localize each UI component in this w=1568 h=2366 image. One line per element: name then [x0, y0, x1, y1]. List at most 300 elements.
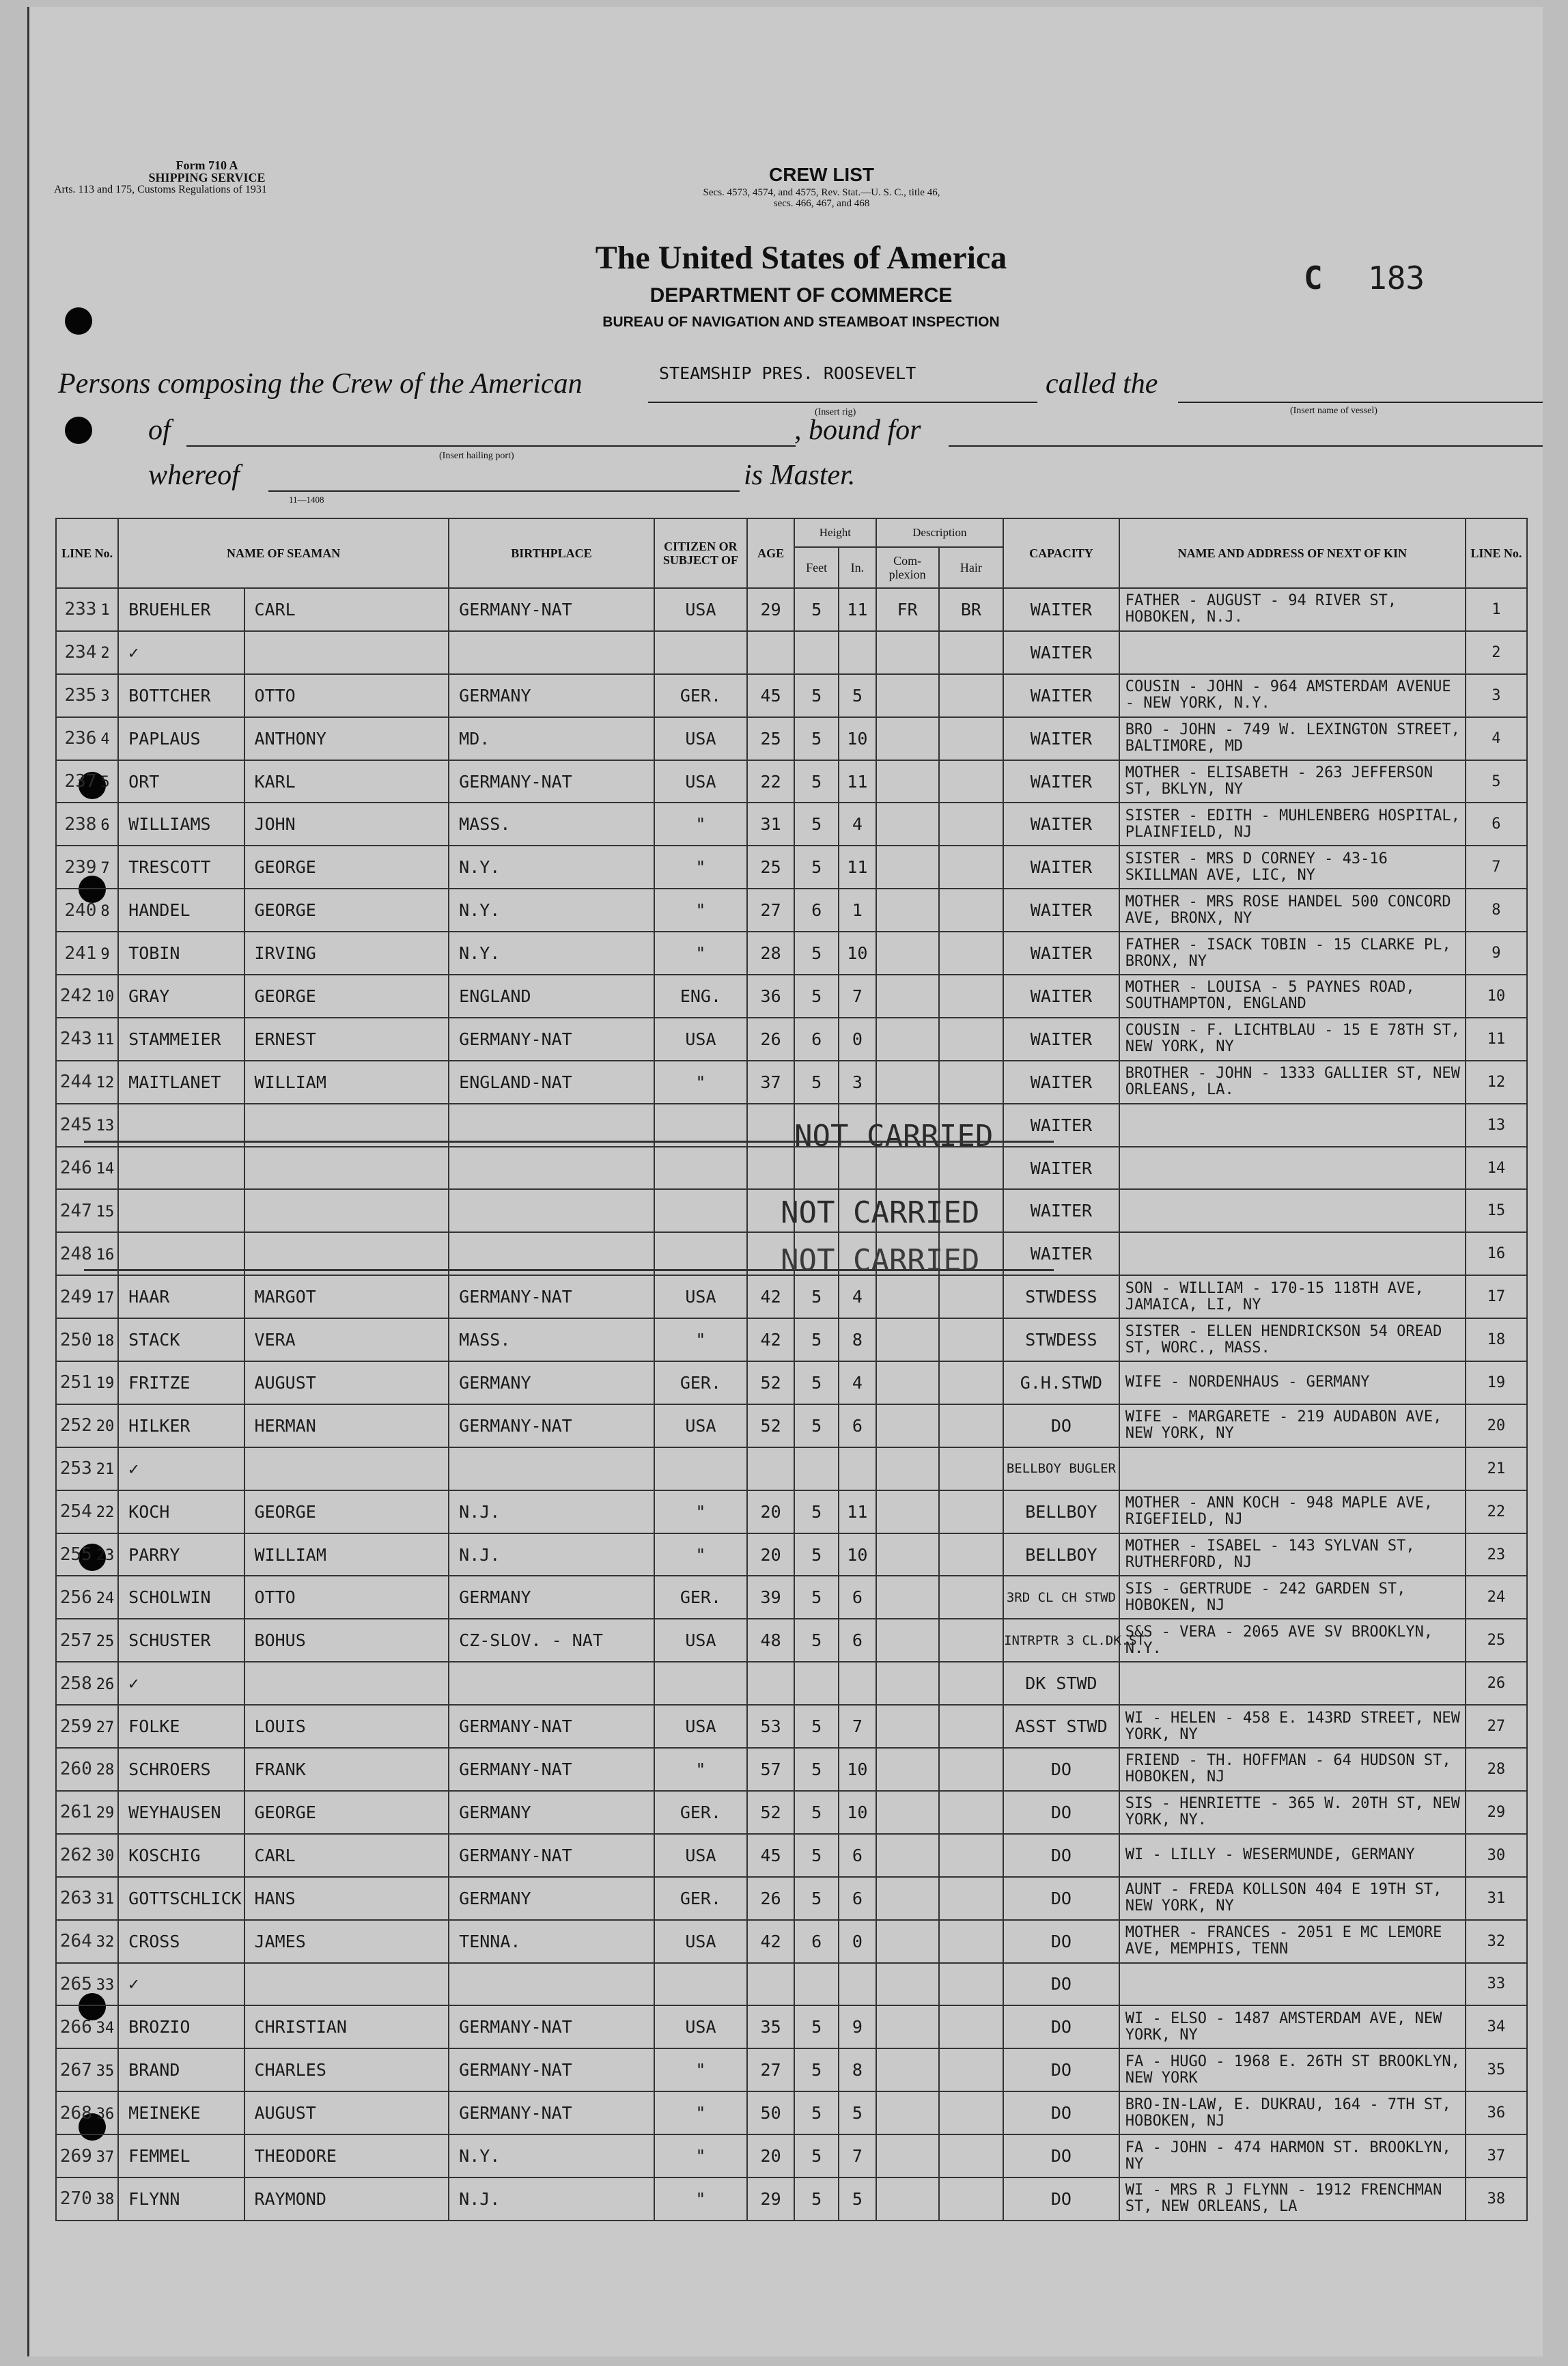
- strike-line: [84, 1141, 1054, 1143]
- line-number-label: 28: [96, 1762, 115, 1779]
- seaman-given-name: CARL: [244, 588, 449, 631]
- height-inches: 10: [839, 717, 876, 760]
- height-inches: 1: [839, 889, 876, 932]
- birthplace: N.J.: [449, 1533, 654, 1576]
- seaman-given-name: FRANK: [244, 1748, 449, 1791]
- hair: [939, 932, 1003, 975]
- entry-number: 264: [59, 1931, 92, 1952]
- birthplace: N.Y.: [449, 889, 654, 932]
- citizenship: ": [654, 803, 747, 846]
- crew-row: [56, 1920, 1527, 1963]
- height-feet: 5: [794, 1533, 839, 1576]
- line-number: [56, 588, 118, 631]
- line-number: [56, 2134, 118, 2177]
- citizenship: USA: [654, 1018, 747, 1061]
- entry-number: 255: [59, 1544, 92, 1565]
- line-number: [56, 1877, 118, 1920]
- age: 52: [747, 1791, 794, 1834]
- seaman-given-name: WILLIAM: [244, 1061, 449, 1104]
- line-number: [56, 1275, 118, 1318]
- birthplace: GERMANY-NAT: [449, 1275, 654, 1318]
- citizenship: ": [654, 1533, 747, 1576]
- crew-row: [56, 2091, 1527, 2134]
- seaman-surname: WILLIAMS: [118, 803, 244, 846]
- complexion: [876, 1705, 939, 1748]
- line-number-right: 5: [1466, 760, 1527, 803]
- line-number-label: 16: [96, 1246, 115, 1264]
- line-number-label: 24: [96, 1589, 115, 1607]
- entry-number: 247: [59, 1200, 92, 1221]
- entry-number: 254: [59, 1501, 92, 1522]
- line-number-right: 29: [1466, 1791, 1527, 1834]
- line-number-label: 36: [96, 2105, 115, 2123]
- line-number-label: 7: [100, 859, 110, 877]
- height-feet: [794, 631, 839, 674]
- entry-number: 256: [59, 1587, 92, 1608]
- height-inches: 5: [839, 2177, 876, 2221]
- crew-row: [56, 760, 1527, 803]
- header-name: NAME OF SEAMAN: [118, 518, 449, 588]
- capacity: STWDESS: [1003, 1318, 1119, 1361]
- age: [747, 631, 794, 674]
- line-number-label: 35: [96, 2062, 115, 2080]
- height-inches: 5: [839, 2091, 876, 2134]
- birthplace: [449, 1662, 654, 1705]
- height-inches: [839, 1662, 876, 1705]
- complexion: [876, 803, 939, 846]
- entry-number: 249: [59, 1286, 92, 1307]
- citizenship: USA: [654, 1920, 747, 1963]
- complexion: [876, 1447, 939, 1490]
- age: 45: [747, 1834, 794, 1877]
- citizenship: [654, 631, 747, 674]
- height-feet: 6: [794, 1920, 839, 1963]
- entry-number: 235: [64, 685, 97, 706]
- line-number-right: 26: [1466, 1662, 1527, 1705]
- age: 57: [747, 1748, 794, 1791]
- intro-line-2-mid: , bound for: [794, 415, 921, 446]
- age: 29: [747, 588, 794, 631]
- hair: [939, 1834, 1003, 1877]
- age: 48: [747, 1619, 794, 1662]
- line-number-right: 1: [1466, 588, 1527, 631]
- seaman-given-name: CARL: [244, 1834, 449, 1877]
- seaman-given-name: KARL: [244, 760, 449, 803]
- citizenship: USA: [654, 1834, 747, 1877]
- line-number: [56, 2048, 118, 2091]
- capacity: WAITER: [1003, 975, 1119, 1018]
- capacity: WAITER: [1003, 760, 1119, 803]
- birthplace: [449, 1189, 654, 1232]
- header-inches: In.: [839, 547, 876, 588]
- seaman-given-name: ANTHONY: [244, 717, 449, 760]
- citizenship: GER.: [654, 674, 747, 717]
- country-heading: The United States of America: [595, 240, 1007, 276]
- crew-row: [56, 588, 1527, 631]
- entry-number: 258: [59, 1673, 92, 1694]
- height-feet: 5: [794, 1619, 839, 1662]
- height-inches: 11: [839, 1490, 876, 1533]
- seaman-given-name: THEODORE: [244, 2134, 449, 2177]
- seaman-given-name: RAYMOND: [244, 2177, 449, 2221]
- complexion: [876, 1963, 939, 2006]
- age: 45: [747, 674, 794, 717]
- height-inches: 11: [839, 588, 876, 631]
- entry-number: 252: [59, 1415, 92, 1436]
- line-number-right: 31: [1466, 1877, 1527, 1920]
- hair: [939, 1791, 1003, 1834]
- seaman-surname: KOSCHIG: [118, 1834, 244, 1877]
- height-inches: 10: [839, 1533, 876, 1576]
- line-number: [56, 1018, 118, 1061]
- line-number: [56, 1662, 118, 1705]
- seaman-surname: KOCH: [118, 1490, 244, 1533]
- seaman-surname: GOTTSCHLICK: [118, 1877, 244, 1920]
- next-of-kin: MOTHER - FRANCES - 2051 E MC LEMORE AVE, MEMPHIS, TENN: [1119, 1920, 1466, 1963]
- line-number-label: 27: [96, 1718, 115, 1736]
- next-of-kin: MOTHER - ELISABETH - 263 JEFFERSON ST, BKLYN, NY: [1119, 760, 1466, 803]
- hair: [939, 846, 1003, 889]
- header-complexion: Com-plexion: [876, 547, 939, 588]
- capacity: 3RD CL CH STWD: [1003, 1576, 1119, 1619]
- line-number-label: 5: [100, 774, 110, 791]
- hair: [939, 1318, 1003, 1361]
- master-fill-line: [268, 490, 740, 492]
- capacity: WAITER: [1003, 631, 1119, 674]
- birthplace: GERMANY-NAT: [449, 2091, 654, 2134]
- height-inches: 6: [839, 1877, 876, 1920]
- strike-line: [84, 1269, 1054, 1271]
- height-inches: 10: [839, 1748, 876, 1791]
- complexion: [876, 1275, 939, 1318]
- seaman-surname: HANDEL: [118, 889, 244, 932]
- entry-number: 261: [59, 1802, 92, 1823]
- line-number-label: 31: [96, 1891, 115, 1908]
- header-citizen: CITIZEN OR SUBJECT OF: [654, 518, 747, 588]
- seaman-given-name: BOHUS: [244, 1619, 449, 1662]
- line-number-right: 34: [1466, 2005, 1527, 2048]
- hair: [939, 1018, 1003, 1061]
- line-number-right: 15: [1466, 1189, 1527, 1232]
- seaman-surname: STACK: [118, 1318, 244, 1361]
- line-number-label: 6: [100, 816, 110, 834]
- hair: [939, 975, 1003, 1018]
- citizenship: GER.: [654, 1877, 747, 1920]
- line-number: [56, 846, 118, 889]
- complexion: [876, 1791, 939, 1834]
- height-feet: 5: [794, 760, 839, 803]
- height-feet: 5: [794, 932, 839, 975]
- height-feet: 5: [794, 2134, 839, 2177]
- print-code: 11—1408: [289, 495, 324, 505]
- line-number: [56, 1318, 118, 1361]
- next-of-kin: WIFE - NORDENHAUS - GERMANY: [1119, 1361, 1466, 1404]
- crew-row: [56, 1147, 1527, 1190]
- capacity: DK STWD: [1003, 1662, 1119, 1705]
- age: 31: [747, 803, 794, 846]
- next-of-kin: BRO - JOHN - 749 W. LEXINGTON STREET, BALTIMORE, MD: [1119, 717, 1466, 760]
- height-inches: 4: [839, 1361, 876, 1404]
- seaman-surname: FRITZE: [118, 1361, 244, 1404]
- line-number-label: 4: [100, 731, 110, 749]
- entry-number: 244: [59, 1072, 92, 1093]
- line-number-label: 20: [96, 1418, 115, 1436]
- birthplace: N.Y.: [449, 2134, 654, 2177]
- citizenship: ": [654, 1490, 747, 1533]
- rig-hint: (Insert rig): [815, 407, 856, 417]
- seaman-surname: TOBIN: [118, 932, 244, 975]
- destination-fill-line: [949, 445, 1543, 447]
- entry-number: 242: [59, 986, 92, 1007]
- complexion: [876, 975, 939, 1018]
- height-inches: 10: [839, 1791, 876, 1834]
- seaman-given-name: JAMES: [244, 1920, 449, 1963]
- birthplace: [449, 1147, 654, 1190]
- capacity: DO: [1003, 1791, 1119, 1834]
- capacity: BELLBOY: [1003, 1490, 1119, 1533]
- height-feet: 5: [794, 588, 839, 631]
- crew-row: [56, 1447, 1527, 1490]
- seaman-given-name: HERMAN: [244, 1404, 449, 1447]
- line-number-label: 13: [96, 1117, 115, 1135]
- header-capacity: CAPACITY: [1003, 518, 1119, 588]
- citizenship: USA: [654, 760, 747, 803]
- punch-hole: [65, 417, 92, 444]
- next-of-kin: SISTER - ELLEN HENDRICKSON 54 OREAD ST, WORC., MASS.: [1119, 1318, 1466, 1361]
- hair: [939, 2005, 1003, 2048]
- capacity: WAITER: [1003, 717, 1119, 760]
- entry-number: 268: [59, 2102, 92, 2124]
- entry-number: 246: [59, 1158, 92, 1179]
- next-of-kin: AUNT - FREDA KOLLSON 404 E 19TH ST, NEW YORK, NY: [1119, 1877, 1466, 1920]
- seaman-surname: HAAR: [118, 1275, 244, 1318]
- entry-number: 270: [59, 2188, 92, 2210]
- header-height: Height: [794, 518, 876, 547]
- hair: [939, 889, 1003, 932]
- complexion: [876, 674, 939, 717]
- seaman-given-name: CHARLES: [244, 2048, 449, 2091]
- age: 25: [747, 846, 794, 889]
- department-heading: DEPARTMENT OF COMMERCE: [649, 284, 953, 307]
- entry-number: 265: [59, 1973, 92, 1994]
- bureau-heading: BUREAU OF NAVIGATION AND STEAMBOAT INSPECTION: [602, 314, 1000, 330]
- age: [747, 1447, 794, 1490]
- seaman-given-name: [244, 1147, 449, 1190]
- height-feet: 5: [794, 975, 839, 1018]
- seaman-given-name: GEORGE: [244, 846, 449, 889]
- crew-row: [56, 1361, 1527, 1404]
- seaman-surname: ORT: [118, 760, 244, 803]
- citizenship: ": [654, 2177, 747, 2221]
- header-hair: Hair: [939, 547, 1003, 588]
- age: 28: [747, 932, 794, 975]
- line-number-right: 3: [1466, 674, 1527, 717]
- complexion: [876, 1748, 939, 1791]
- seaman-surname: ✓: [118, 631, 244, 674]
- seaman-surname: CROSS: [118, 1920, 244, 1963]
- capacity: INTRPTR 3 CL.DK.ST: [1003, 1619, 1119, 1662]
- line-number-right: 4: [1466, 717, 1527, 760]
- header-description: Description: [876, 518, 1003, 547]
- height-inches: [839, 1963, 876, 2006]
- hair: [939, 717, 1003, 760]
- capacity: WAITER: [1003, 588, 1119, 631]
- seaman-surname: SCHUSTER: [118, 1619, 244, 1662]
- height-feet: 5: [794, 2048, 839, 2091]
- height-feet: 5: [794, 846, 839, 889]
- page-stamp-prefix: C: [1304, 260, 1323, 296]
- line-number-label: 2: [100, 645, 110, 663]
- header-line-no: LINE No.: [56, 518, 118, 588]
- capacity: DO: [1003, 1748, 1119, 1791]
- birthplace: N.Y.: [449, 932, 654, 975]
- line-number-right: 16: [1466, 1232, 1527, 1275]
- age: 20: [747, 1533, 794, 1576]
- complexion: [876, 2134, 939, 2177]
- line-number: [56, 1361, 118, 1404]
- entry-number: 251: [59, 1372, 92, 1393]
- seaman-surname: FOLKE: [118, 1705, 244, 1748]
- capacity: DO: [1003, 1404, 1119, 1447]
- birthplace: GERMANY: [449, 1576, 654, 1619]
- seaman-given-name: [244, 1189, 449, 1232]
- age: 39: [747, 1576, 794, 1619]
- crew-row: [56, 1318, 1527, 1361]
- next-of-kin: WIFE - MARGARETE - 219 AUDABON AVE, NEW YORK, NY: [1119, 1404, 1466, 1447]
- not-carried-stamp: NOT CARRIED: [781, 1243, 980, 1278]
- hair: [939, 1275, 1003, 1318]
- crew-row: [56, 717, 1527, 760]
- complexion: [876, 1533, 939, 1576]
- height-feet: [794, 1447, 839, 1490]
- seaman-given-name: ERNEST: [244, 1018, 449, 1061]
- complexion: FR: [876, 588, 939, 631]
- age: 36: [747, 975, 794, 1018]
- capacity: WAITER: [1003, 1104, 1119, 1147]
- next-of-kin: SIS - GERTRUDE - 242 GARDEN ST, HOBOKEN, NJ: [1119, 1576, 1466, 1619]
- seaman-given-name: OTTO: [244, 674, 449, 717]
- height-inches: 4: [839, 803, 876, 846]
- line-number-right: 10: [1466, 975, 1527, 1018]
- height-feet: 5: [794, 1361, 839, 1404]
- line-number-label: 30: [96, 1848, 115, 1865]
- complexion: [876, 631, 939, 674]
- citizenship: ": [654, 2091, 747, 2134]
- intro-line-1-prefix: Persons composing the Crew of the American: [58, 368, 583, 400]
- line-number-label: 37: [96, 2148, 115, 2166]
- hair: BR: [939, 588, 1003, 631]
- seaman-surname: SCHOLWIN: [118, 1576, 244, 1619]
- next-of-kin: SON - WILLIAM - 170-15 118TH AVE, JAMAICA, LI, NY: [1119, 1275, 1466, 1318]
- age: 53: [747, 1705, 794, 1748]
- hair: [939, 1490, 1003, 1533]
- seaman-surname: BROZIO: [118, 2005, 244, 2048]
- complexion: [876, 889, 939, 932]
- citizenship: USA: [654, 1619, 747, 1662]
- hair: [939, 2091, 1003, 2134]
- complexion: [876, 1662, 939, 1705]
- next-of-kin: WI - HELEN - 458 E. 143RD STREET, NEW YORK, NY: [1119, 1705, 1466, 1748]
- height-inches: [839, 631, 876, 674]
- complexion: [876, 1061, 939, 1104]
- entry-number: 263: [59, 1888, 92, 1909]
- line-number-right: 37: [1466, 2134, 1527, 2177]
- height-feet: 5: [794, 1576, 839, 1619]
- crew-row: [56, 1018, 1527, 1061]
- seaman-given-name: CHRISTIAN: [244, 2005, 449, 2048]
- line-number: [56, 889, 118, 932]
- capacity: WAITER: [1003, 889, 1119, 932]
- complexion: [876, 1490, 939, 1533]
- seaman-given-name: GEORGE: [244, 1791, 449, 1834]
- line-number: [56, 1147, 118, 1190]
- line-number-label: 22: [96, 1504, 115, 1522]
- height-inches: 6: [839, 1619, 876, 1662]
- birthplace: MASS.: [449, 803, 654, 846]
- capacity: WAITER: [1003, 1018, 1119, 1061]
- next-of-kin: WI - MRS R J FLYNN - 1912 FRENCHMAN ST, NEW ORLEANS, LA: [1119, 2177, 1466, 2221]
- complexion: [876, 2048, 939, 2091]
- line-number-right: 11: [1466, 1018, 1527, 1061]
- hair: [939, 2177, 1003, 2221]
- age: 27: [747, 889, 794, 932]
- complexion: [876, 760, 939, 803]
- line-number-right: 30: [1466, 1834, 1527, 1877]
- crew-row: [56, 932, 1527, 975]
- entry-number: 260: [59, 1759, 92, 1780]
- height-inches: 3: [839, 1061, 876, 1104]
- line-number-right: 9: [1466, 932, 1527, 975]
- next-of-kin: BRO-IN-LAW, E. DUKRAU, 164 - 7TH ST, HOBOKEN, NJ: [1119, 2091, 1466, 2134]
- citizenship: GER.: [654, 1361, 747, 1404]
- birthplace: GERMANY: [449, 674, 654, 717]
- crew-table-body: [56, 588, 1527, 2221]
- line-number-right: 21: [1466, 1447, 1527, 1490]
- citizenship: USA: [654, 1705, 747, 1748]
- age: 25: [747, 717, 794, 760]
- citizenship: ": [654, 846, 747, 889]
- next-of-kin: COUSIN - F. LICHTBLAU - 15 E 78TH ST, NEW YORK, NY: [1119, 1018, 1466, 1061]
- citizenship: ": [654, 1318, 747, 1361]
- port-hint: (Insert hailing port): [439, 451, 514, 461]
- line-number: [56, 1748, 118, 1791]
- birthplace: ENGLAND: [449, 975, 654, 1018]
- entry-number: 239: [64, 857, 97, 878]
- citizenship: ": [654, 932, 747, 975]
- complexion: [876, 1018, 939, 1061]
- height-feet: 5: [794, 717, 839, 760]
- hair: [939, 760, 1003, 803]
- seaman-surname: MAITLANET: [118, 1061, 244, 1104]
- capacity: BELLBOY: [1003, 1533, 1119, 1576]
- capacity: WAITER: [1003, 803, 1119, 846]
- citizenship: USA: [654, 1275, 747, 1318]
- crew-list-sheet: [27, 7, 1543, 2356]
- complexion: [876, 932, 939, 975]
- seaman-surname: [118, 1189, 244, 1232]
- seaman-surname: STAMMEIER: [118, 1018, 244, 1061]
- height-inches: 4: [839, 1275, 876, 1318]
- capacity: WAITER: [1003, 1147, 1119, 1190]
- seaman-surname: PARRY: [118, 1533, 244, 1576]
- capacity: ASST STWD: [1003, 1705, 1119, 1748]
- age: 26: [747, 1018, 794, 1061]
- age: 52: [747, 1361, 794, 1404]
- line-number: [56, 2005, 118, 2048]
- line-number: [56, 760, 118, 803]
- citizenship: GER.: [654, 1791, 747, 1834]
- rig-fill-line: [648, 402, 1037, 403]
